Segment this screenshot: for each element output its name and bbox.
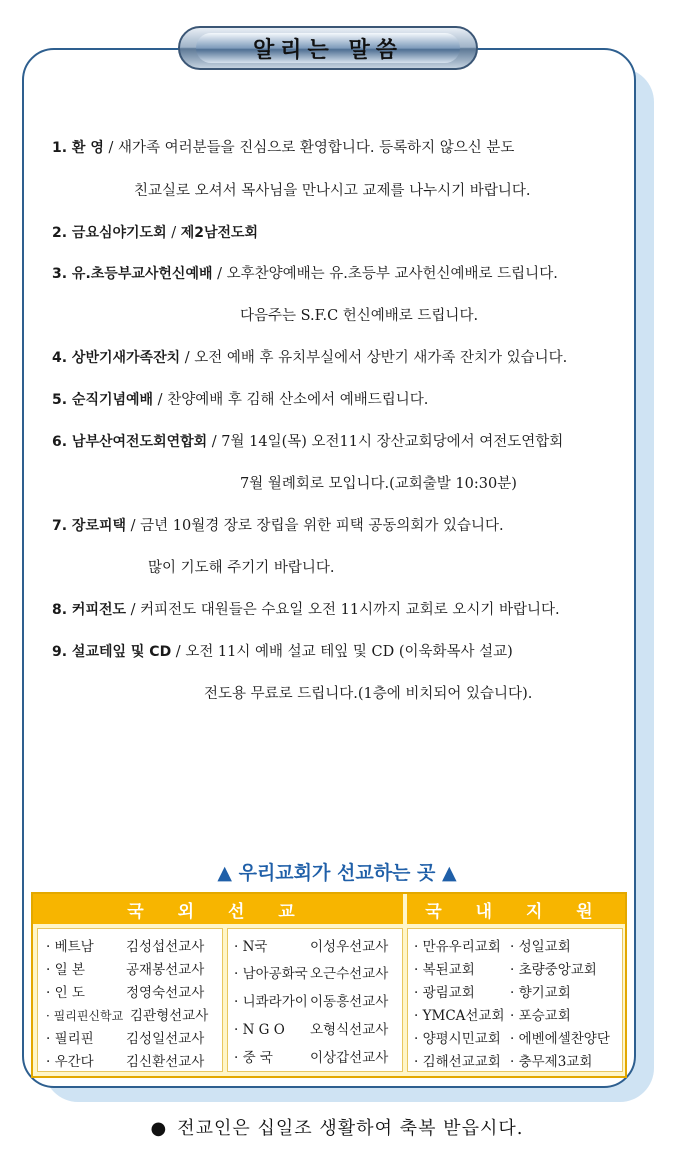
notice-7 bbox=[52, 514, 504, 535]
notice-5-head: 5. 순직기념예배 bbox=[52, 392, 154, 408]
notice-3-body: 오후찬양예배는 유.초등부 교사헌신예배로 드립니다. bbox=[226, 266, 558, 282]
notice-2 bbox=[52, 222, 258, 242]
notice-3-head: 3. 유.초등부교사헌신예배 bbox=[52, 266, 213, 282]
missionary-name: 이성우선교사 bbox=[310, 939, 389, 955]
notice-9-cont: 전도용 무료로 드립니다.(1층에 비치되어 있습니다). bbox=[204, 686, 533, 702]
domestic-row bbox=[414, 981, 571, 1001]
domestic-row bbox=[414, 1027, 610, 1047]
notice-7-cont: 많이 기도해 주기기 바랍니다. bbox=[148, 560, 335, 576]
notice-8-body: 커피전도 대원들은 수요일 오전 11시까지 교회로 오시기 바랍니다. bbox=[140, 602, 560, 618]
footer-text: 전교인은 십일조 생활하여 축복 받읍시다. bbox=[177, 1118, 524, 1139]
missionary-name: 김신환선교사 bbox=[126, 1054, 205, 1070]
notice-1 bbox=[52, 136, 514, 157]
notice-9-head: 9. 설교테잎 및 CD bbox=[52, 644, 172, 660]
mission-place: · N G O bbox=[234, 1022, 285, 1038]
bullet-icon: ● bbox=[150, 1118, 168, 1139]
notice-5-body: 찬양예배 후 김해 산소에서 예배드립니다. bbox=[167, 392, 429, 408]
mission-table bbox=[31, 892, 627, 1078]
overseas-right-row bbox=[234, 935, 388, 955]
domestic-row bbox=[414, 935, 571, 955]
church-name: · 복된교회 bbox=[414, 962, 475, 978]
church-name: · YMCA선교회 bbox=[414, 1008, 505, 1024]
domestic-row bbox=[414, 1004, 571, 1024]
church-name: · 만유우리교회 bbox=[414, 939, 501, 955]
notice-5-sep: / bbox=[153, 392, 168, 408]
notice-1-head: 1. 환 영 bbox=[52, 140, 104, 156]
notice-8-head: 8. 커피전도 bbox=[52, 602, 127, 618]
mission-place: · 베트남 bbox=[46, 939, 94, 955]
overseas-left-row bbox=[46, 935, 204, 955]
missionary-name: 이상갑선교사 bbox=[310, 1050, 389, 1066]
overseas-left-row bbox=[46, 1050, 204, 1070]
notice-7-body: 금년 10월경 장로 장립을 위한 피택 공동의회가 있습니다. bbox=[140, 518, 504, 534]
page-title: 알리는 말씀 bbox=[253, 37, 403, 63]
mission-place: · 필리핀신학교 bbox=[46, 1009, 124, 1023]
missionary-name: 정영숙선교사 bbox=[126, 985, 205, 1001]
overseas-right-column bbox=[227, 928, 403, 1072]
overseas-left-row bbox=[46, 1004, 208, 1024]
notice-9-sep: / bbox=[171, 644, 186, 660]
notice-4-head: 4. 상반기새가족잔치 bbox=[52, 350, 181, 366]
notice-6-cont: 7월 월례회로 모입니다.(교회출발 10:30분) bbox=[240, 476, 517, 492]
missionary-name: 김성일선교사 bbox=[126, 1031, 205, 1047]
mission-place: · 남아공화국 bbox=[234, 966, 308, 982]
missionary-name: 오근수선교사 bbox=[310, 966, 389, 982]
notice-8 bbox=[52, 598, 560, 619]
overseas-right-row bbox=[234, 990, 388, 1010]
mission-place: · 우간다 bbox=[46, 1054, 94, 1070]
missionary-name: 공재봉선교사 bbox=[126, 962, 205, 978]
notice-4 bbox=[52, 346, 567, 367]
church-name: · 양평시민교회 bbox=[414, 1031, 501, 1047]
notice-4-sep: / bbox=[180, 350, 195, 366]
notice-1-sep: / bbox=[103, 140, 118, 156]
overseas-right-row bbox=[234, 962, 388, 982]
notice-3-cont: 다음주는 S.F.C 헌신예배로 드립니다. bbox=[240, 308, 479, 324]
title-banner-inner bbox=[196, 33, 460, 63]
notice-2-head: 2. 금요심야기도회 bbox=[52, 225, 167, 241]
notice-1-cont: 친교실로 오셔서 목사님을 만나시고 교제를 나누시기 바랍니다. bbox=[134, 183, 531, 199]
notice-2-sep: / bbox=[166, 225, 181, 241]
domestic-row bbox=[414, 1050, 592, 1070]
notice-5 bbox=[52, 388, 428, 409]
church-name: · 에벤에셀찬양단 bbox=[510, 1031, 610, 1047]
notice-4-body: 오전 예배 후 유치부실에서 상반기 새가족 잔치가 있습니다. bbox=[194, 350, 568, 366]
missionary-name: 김관형선교사 bbox=[130, 1008, 209, 1024]
missionary-name: 오형식선교사 bbox=[310, 1022, 389, 1038]
notice-3 bbox=[52, 262, 558, 283]
church-name: · 향기교회 bbox=[510, 985, 571, 1001]
overseas-left-column bbox=[37, 928, 223, 1072]
church-name: · 충무제3교회 bbox=[510, 1054, 593, 1070]
overseas-right-row bbox=[234, 1046, 388, 1066]
missionary-name: 이동흥선교사 bbox=[310, 994, 389, 1010]
domestic-column bbox=[407, 928, 623, 1072]
missionary-name: 김성섭선교사 bbox=[126, 939, 205, 955]
church-name: · 초량중앙교회 bbox=[510, 962, 597, 978]
overseas-right-row bbox=[234, 1018, 388, 1038]
notice-9 bbox=[52, 640, 513, 661]
notice-1-body: 새가족 여러분들을 진심으로 환영합니다. 등록하지 않으신 분도 bbox=[117, 140, 515, 156]
church-name: · 김해선교교회 bbox=[414, 1054, 501, 1070]
overseas-header: 국 외 선 교 bbox=[33, 894, 403, 924]
mission-place: · 니콰라가이 bbox=[234, 994, 308, 1010]
notice-7-head: 7. 장로피택 bbox=[52, 518, 127, 534]
notice-9-body: 오전 11시 예배 설교 테잎 및 CD (이욱화목사 설교) bbox=[185, 644, 513, 660]
domestic-header: 국 내 지 원 bbox=[407, 894, 625, 924]
mission-place: · 인 도 bbox=[46, 985, 85, 1001]
notice-6-sep: / bbox=[207, 434, 222, 450]
notice-6-head: 6. 남부산여전도회연합회 bbox=[52, 434, 208, 450]
notice-2-body: 제2남전도회 bbox=[180, 225, 259, 241]
notice-7-sep: / bbox=[126, 518, 141, 534]
overseas-left-row bbox=[46, 1027, 204, 1047]
notice-3-sep: / bbox=[212, 266, 227, 282]
mission-place: · 필리핀 bbox=[46, 1031, 94, 1047]
notice-6-body: 7월 14일(목) 오전11시 장산교회당에서 여전도연합회 bbox=[221, 434, 564, 450]
mission-place: · N국 bbox=[234, 939, 268, 955]
mission-place: · 일 본 bbox=[46, 962, 85, 978]
church-name: · 성일교회 bbox=[510, 939, 571, 955]
footer-message bbox=[0, 1114, 674, 1140]
church-name: · 광림교회 bbox=[414, 985, 475, 1001]
title-banner bbox=[178, 26, 478, 70]
domestic-row bbox=[414, 958, 597, 978]
notice-8-sep: / bbox=[126, 602, 141, 618]
mission-heading: ▲ 우리교회가 선교하는 곳 ▲ bbox=[217, 862, 457, 884]
mission-place: · 중 국 bbox=[234, 1050, 273, 1066]
notice-6 bbox=[52, 430, 563, 451]
overseas-left-row bbox=[46, 981, 204, 1001]
overseas-left-row bbox=[46, 958, 204, 978]
church-name: · 포승교회 bbox=[510, 1008, 571, 1024]
